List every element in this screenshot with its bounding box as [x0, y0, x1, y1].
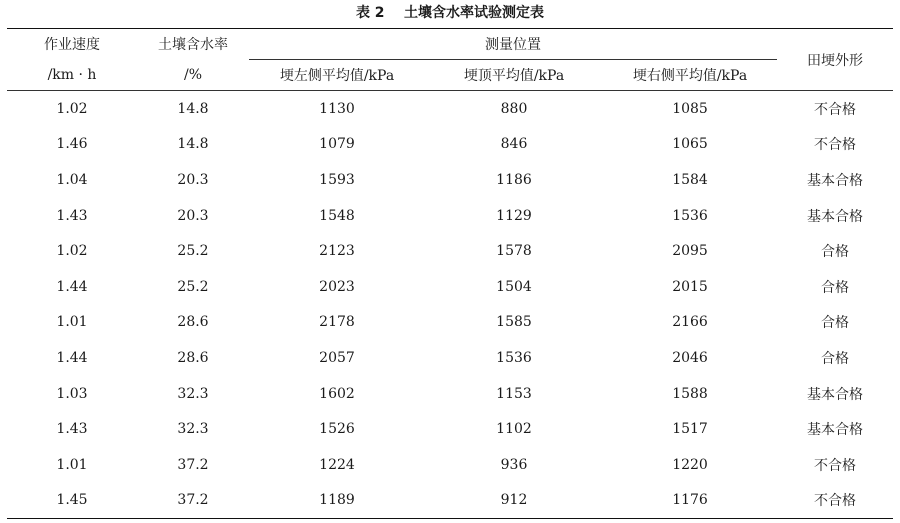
cell-shape: 合格 — [821, 244, 850, 261]
cell-shape: 不合格 — [814, 457, 857, 474]
table-row — [7, 340, 893, 376]
table-row — [7, 162, 893, 198]
cell-right: 2046 — [672, 349, 708, 366]
cell-left: 1189 — [249, 483, 425, 519]
header-speed-line1: 作业速度 — [7, 29, 137, 60]
cell-moisture: 28.6 — [177, 349, 209, 366]
cell-moisture: 28.6 — [177, 314, 209, 331]
cell-moisture: 32.3 — [177, 385, 209, 402]
cell-moisture: 20.3 — [177, 207, 209, 224]
cell-speed: 1.04 — [56, 171, 88, 188]
cell-moisture: 25.2 — [177, 243, 209, 260]
cell-speed: 1.44 — [56, 278, 88, 295]
cell-left: 2057 — [319, 349, 355, 366]
cell-speed: 1.43 — [56, 421, 88, 438]
cell-speed: 1.01 — [56, 314, 88, 331]
cell-left: 2123 — [319, 243, 355, 260]
cell-top: 1585 — [496, 314, 532, 331]
cell-moisture: 25.2 — [177, 278, 209, 295]
cell-shape: 合格 — [821, 279, 850, 296]
table-row — [7, 411, 893, 447]
cell-moisture: 37.2 — [177, 456, 209, 473]
cell-moisture: 14.8 — [177, 136, 209, 153]
header-position-group: 测量位置 — [249, 29, 777, 60]
cell-left: 1602 — [319, 385, 355, 402]
cell-moisture: 20.3 — [177, 171, 209, 188]
cell-top: 1186 — [496, 171, 532, 188]
cell-speed: 1.43 — [56, 207, 88, 224]
cell-right: 1220 — [672, 456, 708, 473]
table-row — [7, 447, 893, 483]
cell-shape: 合格 — [821, 350, 850, 367]
cell-right: 1536 — [672, 207, 708, 224]
cell-shape: 基本合格 — [807, 386, 864, 403]
cell-speed: 1.45 — [7, 483, 137, 519]
cell-top: 1102 — [496, 421, 532, 438]
cell-top: 912 — [425, 483, 603, 519]
header-top: 埂顶平均值/kPa — [425, 60, 603, 91]
header-right: 埂右侧平均值/kPa — [603, 60, 777, 91]
cell-top: 880 — [500, 100, 528, 117]
cell-speed: 1.01 — [56, 456, 88, 473]
cell-left: 1224 — [319, 456, 355, 473]
table-row — [7, 233, 893, 269]
table-row — [7, 198, 893, 234]
cell-left: 1548 — [319, 207, 355, 224]
table-title: 表 2 土壤含水率试验测定表 — [355, 5, 545, 21]
cell-left: 1079 — [319, 136, 355, 153]
cell-left: 2023 — [319, 278, 355, 295]
cell-left: 1526 — [319, 421, 355, 438]
header-left: 埂左侧平均值/kPa — [249, 60, 425, 91]
cell-shape: 合格 — [821, 315, 850, 332]
cell-moisture: 14.8 — [177, 100, 209, 117]
cell-right: 2015 — [672, 278, 708, 295]
cell-top: 1536 — [496, 349, 532, 366]
cell-speed: 1.02 — [56, 100, 88, 117]
header-moisture-line2: /% — [137, 60, 249, 91]
table-row — [7, 269, 893, 305]
cell-speed: 1.02 — [56, 243, 88, 260]
cell-right: 1584 — [672, 171, 708, 188]
cell-right: 2095 — [672, 243, 708, 260]
cell-speed: 1.46 — [56, 136, 88, 153]
cell-right: 1176 — [603, 483, 777, 519]
soil-moisture-table — [7, 28, 893, 519]
header-shape: 田埂外形 — [777, 29, 893, 91]
cell-right: 1517 — [672, 421, 708, 438]
cell-moisture: 37.2 — [137, 483, 249, 519]
cell-speed: 1.44 — [56, 349, 88, 366]
cell-top: 846 — [500, 136, 528, 153]
cell-right: 2166 — [672, 314, 708, 331]
table-header — [7, 29, 893, 91]
table-row — [7, 376, 893, 412]
cell-top: 1578 — [496, 243, 532, 260]
table-row — [7, 483, 893, 519]
table-body — [7, 91, 893, 519]
cell-shape: 不合格 — [777, 483, 893, 519]
cell-right: 1085 — [672, 100, 708, 117]
cell-right: 1065 — [672, 136, 708, 153]
cell-left: 1593 — [319, 171, 355, 188]
cell-moisture: 32.3 — [177, 421, 209, 438]
cell-top: 936 — [500, 456, 528, 473]
cell-shape: 基本合格 — [807, 422, 864, 439]
cell-shape: 不合格 — [814, 101, 857, 118]
cell-right: 1588 — [672, 385, 708, 402]
cell-shape: 基本合格 — [807, 172, 864, 189]
cell-top: 1504 — [496, 278, 532, 295]
table-row — [7, 91, 893, 127]
cell-speed: 1.03 — [56, 385, 88, 402]
cell-top: 1129 — [496, 207, 532, 224]
table-row — [7, 127, 893, 163]
cell-left: 2178 — [319, 314, 355, 331]
header-moisture-line1: 土壤含水率 — [137, 29, 249, 60]
cell-top: 1153 — [496, 385, 532, 402]
cell-shape: 不合格 — [814, 137, 857, 154]
cell-left: 1130 — [319, 100, 355, 117]
cell-shape: 基本合格 — [807, 208, 864, 225]
header-speed-line2: /km · h — [7, 60, 137, 91]
table-row — [7, 305, 893, 341]
